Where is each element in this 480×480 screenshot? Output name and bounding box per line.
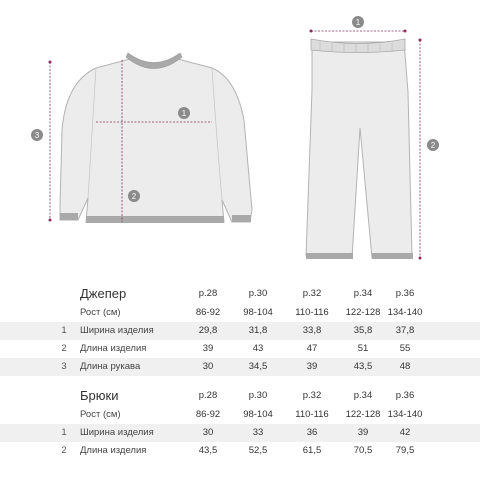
- table-cell: 37,8: [395, 325, 415, 336]
- size-header: р.30: [248, 390, 268, 401]
- table-row: [0, 322, 480, 340]
- table-cell: 34,5: [248, 361, 268, 372]
- svg-text:3: 3: [34, 131, 40, 140]
- size-header: р.28: [198, 390, 218, 401]
- table-cell: 52,5: [248, 445, 268, 456]
- table-cell: 33,8: [302, 325, 322, 336]
- table-cell: 30: [202, 427, 214, 438]
- size-header: р.30: [248, 288, 268, 299]
- row-label: Ширина изделия: [80, 427, 154, 438]
- size-header: р.28: [198, 288, 218, 299]
- table-cell: 86-92: [195, 409, 221, 420]
- row-label: Длина изделия: [80, 343, 147, 354]
- table-cell: 98-104: [243, 307, 273, 318]
- size-header: р.36: [395, 288, 415, 299]
- size-header: р.32: [302, 390, 322, 401]
- row-number: 1: [61, 427, 67, 438]
- table-cell: 31,8: [248, 325, 268, 336]
- table-cell: 36: [306, 427, 318, 438]
- table-row: [0, 340, 480, 358]
- svg-text:2: 2: [131, 192, 137, 201]
- table-cell: 43: [252, 343, 264, 354]
- table-cell: 43,5: [353, 361, 373, 372]
- sweater-body: [60, 59, 252, 222]
- svg-text:1: 1: [181, 109, 187, 118]
- size-header: р.32: [302, 288, 322, 299]
- row-number: 2: [61, 445, 67, 456]
- table-cell: 79,5: [395, 445, 415, 456]
- sweater-left-cuff: [60, 213, 78, 220]
- table-cell: 134-140: [387, 409, 423, 420]
- row-label: Длина рукава: [80, 361, 141, 372]
- table-cell: 86-92: [195, 307, 221, 318]
- table-title: Джепер: [80, 286, 127, 301]
- table-cell: 33: [252, 427, 264, 438]
- sweater-drawing: [31, 53, 252, 223]
- badge-sweater-sleeve: [31, 129, 43, 141]
- table-cell: 30: [202, 361, 214, 372]
- table-row: [0, 304, 480, 322]
- table-cell: 98-104: [243, 409, 273, 420]
- table-cell: 39: [357, 427, 369, 438]
- badge-pants-length: [427, 139, 439, 151]
- table-cell: 39: [306, 361, 318, 372]
- table-cell: 51: [357, 343, 369, 354]
- svg-text:1: 1: [355, 18, 361, 27]
- table-cell: 110-116: [295, 307, 329, 318]
- row-number: 2: [61, 343, 67, 354]
- pants-right-cuff: [372, 253, 413, 259]
- pants-left-cuff: [306, 253, 353, 259]
- table-cell: 42: [399, 427, 411, 438]
- table-cell: 134-140: [387, 307, 423, 318]
- svg-text:2: 2: [430, 141, 436, 150]
- row-label: Рост (см): [80, 307, 121, 318]
- row-label: Рост (см): [80, 409, 121, 420]
- badge-sweater-width: [178, 107, 190, 119]
- table-row: [0, 424, 480, 442]
- row-label: Длина изделия: [80, 445, 147, 456]
- badge-pants-width: [352, 16, 364, 28]
- table-row: [0, 406, 480, 424]
- table-cell: 35,8: [353, 325, 373, 336]
- table-row: [0, 358, 480, 376]
- table-cell: 70,5: [353, 445, 373, 456]
- table-cell: 122-128: [345, 307, 381, 318]
- size-header: р.34: [353, 288, 373, 299]
- table-cell: 39: [202, 343, 214, 354]
- badge-sweater-length: [128, 190, 140, 202]
- table-cell: 61,5: [302, 445, 322, 456]
- size-header: р.36: [395, 390, 415, 401]
- table-cell: 55: [399, 343, 411, 354]
- table-title: Брюки: [80, 388, 119, 403]
- row-number: 1: [61, 325, 67, 336]
- pants-waistband: [311, 39, 405, 53]
- table-cell: 122-128: [345, 409, 381, 420]
- table-cell: 110-116: [295, 409, 329, 420]
- table-cell: 43,5: [198, 445, 218, 456]
- row-number: 3: [61, 361, 67, 372]
- sweater-hem: [86, 216, 224, 223]
- table-header-row: [0, 285, 480, 303]
- size-header: р.34: [353, 390, 373, 401]
- row-label: Ширина изделия: [80, 325, 154, 336]
- sweater-right-cuff: [232, 215, 251, 222]
- table-header-row: [0, 387, 480, 405]
- pants-body: [306, 42, 412, 258]
- table-cell: 29,8: [198, 325, 218, 336]
- table-row: [0, 442, 480, 460]
- pants-drawing: [306, 16, 439, 260]
- table-cell: 47: [306, 343, 318, 354]
- table-cell: 48: [399, 361, 411, 372]
